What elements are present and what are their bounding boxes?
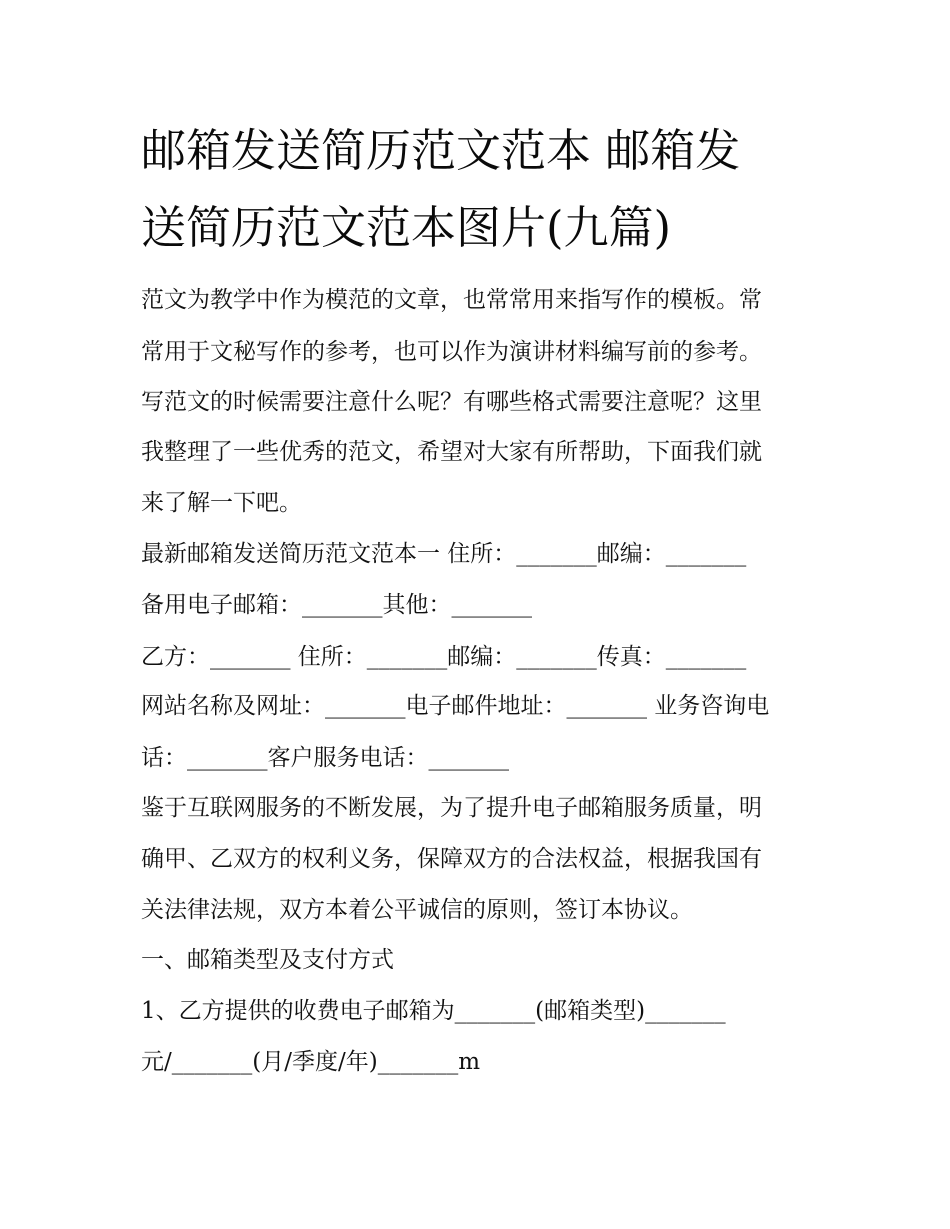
title-line-1: 邮箱发送简历范文范本 邮箱发 [141,124,741,177]
document-title [141,112,821,266]
backup-email-line: 备用电子邮箱：_______其他：_______ [141,592,532,618]
intro-line-3: 写范文的时候需要注意什么呢？有哪些格式需要注意呢？这里 [141,389,762,415]
party-b-line: 乙方：_______ 住所：_______邮编：_______传真：_______ [141,644,747,670]
clause-line-2: 元/_______(月/季度/年)_______m [141,1049,481,1075]
sample-heading-line: 最新邮箱发送简历范文范本一 住所：_______邮编：_______ [141,541,747,567]
phone-line: 话：_______客户服务电话：_______ [141,745,509,771]
intro-line-1: 范文为教学中作为模范的文章，也常常用来指写作的模板。常 [141,287,762,313]
title-line-2: 送简历范文范本图片(九篇) [141,201,672,254]
intro-line-5: 来了解一下吧。 [141,490,302,516]
intro-line-4: 我整理了一些优秀的范文，希望对大家有所帮助，下面我们就 [141,439,762,465]
preamble-line-3: 关法律法规，双方本着公平诚信的原则，签订本协议。 [141,897,693,923]
website-line: 网站名称及网址：_______电子邮件地址：_______ 业务咨询电 [141,693,770,719]
intro-line-2: 常用于文秘写作的参考，也可以作为演讲材料编写前的参考。 [141,339,762,365]
section-heading: 一、邮箱类型及支付方式 [141,947,394,973]
preamble-line-2: 确甲、乙双方的权利义务，保障双方的合法权益，根据我国有 [141,846,762,872]
clause-line-1: 1、乙方提供的收费电子邮箱为_______(邮箱类型)_______ [141,998,726,1024]
preamble-line-1: 鉴于互联网服务的不断发展，为了提升电子邮箱服务质量，明 [141,795,762,821]
